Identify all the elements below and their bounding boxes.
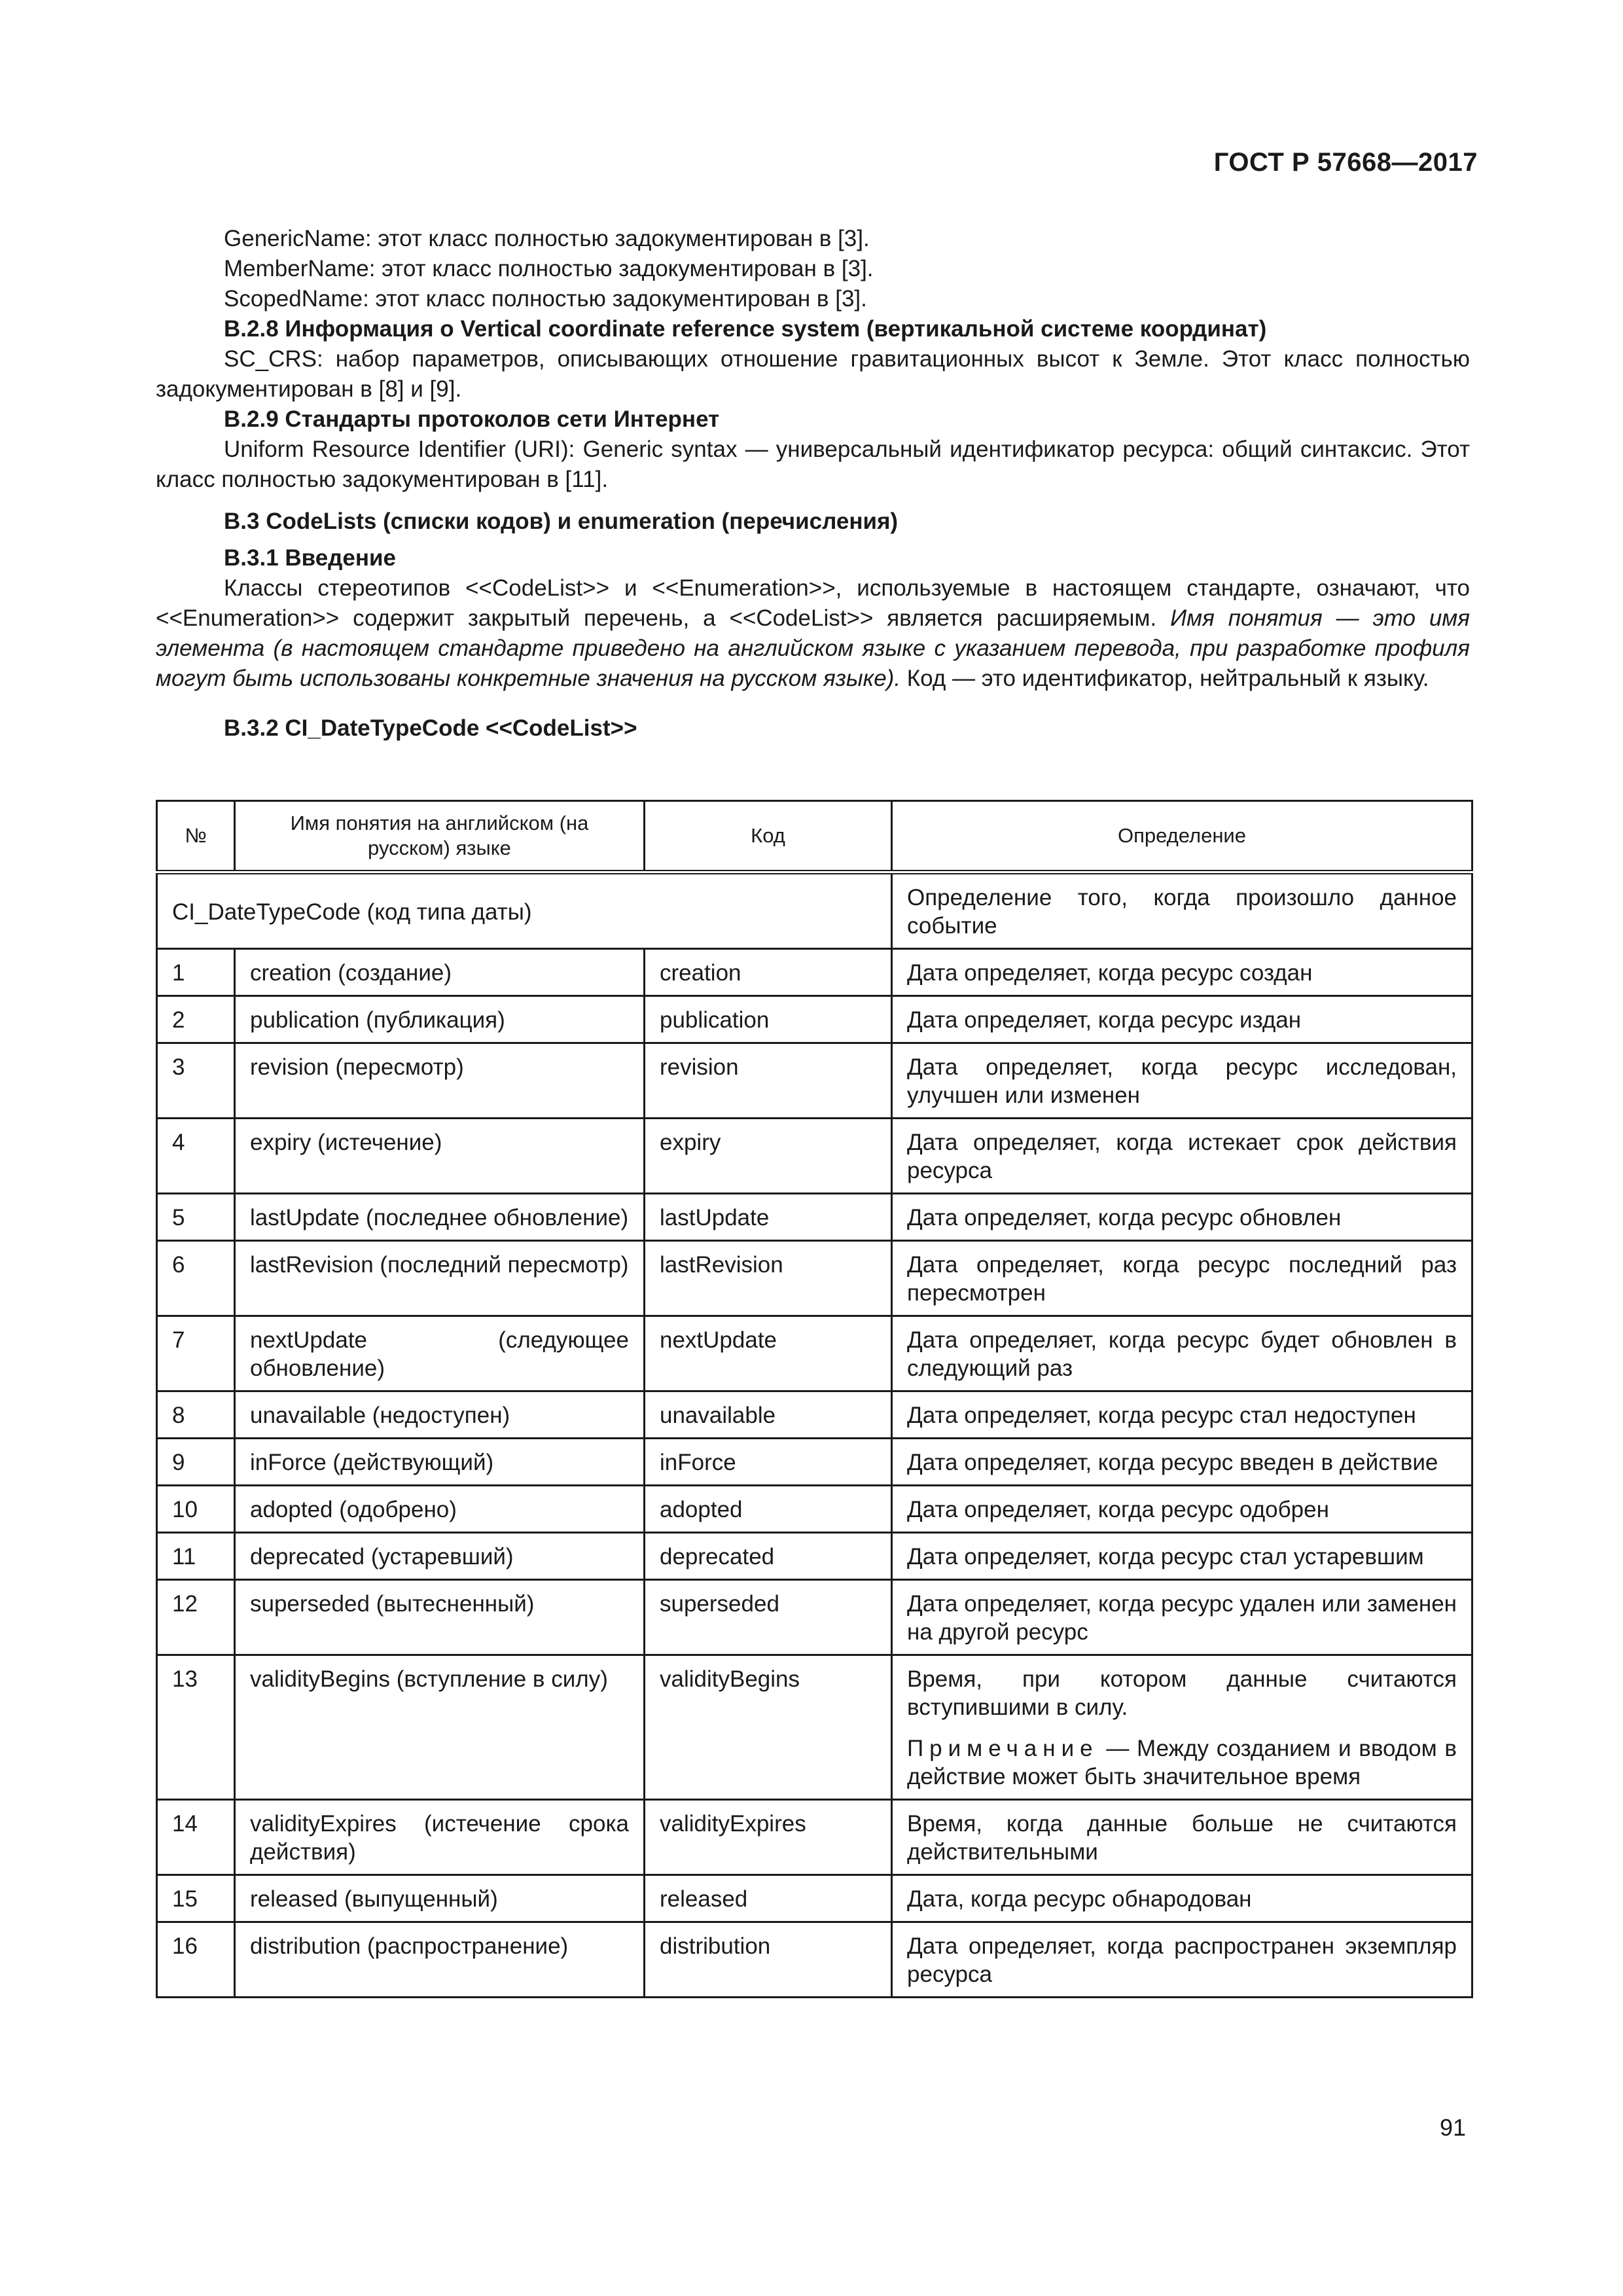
row-number-cell: 11 <box>157 1533 235 1580</box>
document-id-header: ГОСТ Р 57668—2017 <box>1213 148 1478 177</box>
table-row <box>157 1439 1472 1486</box>
row-code-cell: revision <box>645 1043 892 1119</box>
class-name-cell: CI_DateTypeCode (код типа даты) <box>157 872 892 949</box>
table-row <box>157 1875 1472 1922</box>
row-name-cell: released (выпущенный) <box>235 1875 645 1922</box>
table-row <box>157 1119 1472 1194</box>
row-number-cell: 1 <box>157 949 235 996</box>
table-row <box>157 1043 1472 1119</box>
row-number-cell: 14 <box>157 1800 235 1875</box>
row-code-cell: publication <box>645 996 892 1043</box>
text-line: MemberName: этот класс полностью задокументирован в [3]. <box>224 256 874 281</box>
table-row <box>157 1241 1472 1316</box>
row-definition-cell: Дата определяет, когда ресурс последний раз пересмотрен <box>892 1241 1472 1316</box>
table-row <box>157 1800 1472 1875</box>
row-number-cell: 9 <box>157 1439 235 1486</box>
row-definition-cell: Дата определяет, когда ресурс обновлен <box>892 1194 1472 1241</box>
header-name: Имя понятия на английском (на русском) языке <box>235 801 645 872</box>
table-row <box>157 1922 1472 1998</box>
row-name-cell: expiry (истечение) <box>235 1119 645 1194</box>
section-heading-b32: В.3.2 CI_DateTypeCode <<CodeList>> <box>224 715 637 741</box>
row-number-cell: 8 <box>157 1391 235 1439</box>
row-name-cell: adopted (одобрено) <box>235 1486 645 1533</box>
row-definition-cell: Дата определяет, когда ресурс издан <box>892 996 1472 1043</box>
row-number-cell: 5 <box>157 1194 235 1241</box>
table-header-row <box>157 801 1472 872</box>
table-row <box>157 949 1472 996</box>
row-name-cell: validityExpires (истечение срока действия) <box>235 1800 645 1875</box>
row-code-cell: nextUpdate <box>645 1316 892 1391</box>
section-heading-b31: В.3.1 Введение <box>224 545 396 571</box>
table-row <box>157 1580 1472 1655</box>
row-definition-cell: Дата, когда ресурс обнародован <box>892 1875 1472 1922</box>
row-number-cell: 13 <box>157 1655 235 1800</box>
row-number-cell: 12 <box>157 1580 235 1655</box>
row-number-cell: 10 <box>157 1486 235 1533</box>
row-code-cell: adopted <box>645 1486 892 1533</box>
row-name-cell: nextUpdate (следующее обновление) <box>235 1316 645 1391</box>
row-definition-cell: Дата определяет, когда ресурс удален или заменен на другой ресурс <box>892 1580 1472 1655</box>
note-text: — Между созданием и вводом в действие может быть значительное время <box>907 1736 1457 1789</box>
paragraph-b31-part-a: Классы стереотипов <<CodeList>> и <<Enumeration>>, используемые в настоящем стандарте, означают, что <<Enumeration>> содержит закрытый перечень, а <<CodeList>> является расширяемым. <box>156 575 1470 631</box>
row-code-cell: lastRevision <box>645 1241 892 1316</box>
section-heading-b28: В.2.8 Информация о Vertical coordinate reference system (вертикальной системе координат) <box>224 316 1267 342</box>
row-name-cell: creation (создание) <box>235 949 645 996</box>
paragraph-b31 <box>156 573 1470 694</box>
row-name-cell: deprecated (устаревший) <box>235 1533 645 1580</box>
row-definition-cell: Дата определяет, когда распространен экземпляр ресурса <box>892 1922 1472 1998</box>
row-number-cell: 2 <box>157 996 235 1043</box>
note-label: Примечание <box>907 1736 1099 1761</box>
row-number-cell: 15 <box>157 1875 235 1922</box>
row-number-cell: 4 <box>157 1119 235 1194</box>
row-code-cell: deprecated <box>645 1533 892 1580</box>
section-heading-b3: В.3 CodeLists (списки кодов) и enumeration (перечисления) <box>224 509 899 534</box>
row-definition-cell: Дата определяет, когда ресурс введен в действие <box>892 1439 1472 1486</box>
row-definition-cell: Время, когда данные больше не считаются действительными <box>892 1800 1472 1875</box>
row-name-cell: publication (публикация) <box>235 996 645 1043</box>
table-row <box>157 1194 1472 1241</box>
row-name-cell: lastRevision (последний пересмотр) <box>235 1241 645 1316</box>
row-code-cell: inForce <box>645 1439 892 1486</box>
table-row <box>157 1655 1472 1800</box>
table-row <box>157 1533 1472 1580</box>
row-code-cell: expiry <box>645 1119 892 1194</box>
header-code: Код <box>645 801 892 872</box>
row-note <box>907 1734 1457 1791</box>
row-definition-cell: Дата определяет, когда ресурс стал устаревшим <box>892 1533 1472 1580</box>
row-name-cell: lastUpdate (последнее обновление) <box>235 1194 645 1241</box>
text-line: ScopedName: этот класс полностью задокументирован в [3]. <box>224 286 867 312</box>
row-definition-cell: Дата определяет, когда ресурс создан <box>892 949 1472 996</box>
row-name-cell: revision (пересмотр) <box>235 1043 645 1119</box>
date-type-code-table <box>156 800 1473 1998</box>
class-row <box>157 872 1472 949</box>
row-definition-cell: Дата определяет, когда ресурс будет обновлен в следующий раз <box>892 1316 1472 1391</box>
row-name-cell: superseded (вытесненный) <box>235 1580 645 1655</box>
row-name-cell: validityBegins (вступление в силу) <box>235 1655 645 1800</box>
row-code-cell: distribution <box>645 1922 892 1998</box>
body-text <box>156 224 1470 744</box>
page-number: 91 <box>1439 2114 1466 2141</box>
table-row <box>157 996 1472 1043</box>
row-number-cell: 7 <box>157 1316 235 1391</box>
paragraph-b28: SC_CRS: набор параметров, описывающих отношение гравитационных высот к Земле. Этот класс полностью задокументирован в [8] и [9]. <box>156 346 1470 402</box>
row-name-cell: inForce (действующий) <box>235 1439 645 1486</box>
row-number-cell: 6 <box>157 1241 235 1316</box>
row-name-cell: distribution (распространение) <box>235 1922 645 1998</box>
row-definition-cell <box>892 1655 1472 1800</box>
row-code-cell: validityBegins <box>645 1655 892 1800</box>
section-heading-b29: В.2.9 Стандарты протоколов сети Интернет <box>224 406 720 432</box>
table-row <box>157 1391 1472 1439</box>
paragraph-b31-italic: Имя понятия — это имя элемента (в настоящем стандарте приведено на английском языке с указанием перевода, при разработке профиля могут быть использованы конкретные значения на русском языке). <box>156 605 1470 691</box>
row-number-cell: 3 <box>157 1043 235 1119</box>
row-code-cell: unavailable <box>645 1391 892 1439</box>
row-definition-text: Время, при котором данные считаются вступившими в силу. <box>907 1666 1457 1720</box>
table-row <box>157 1486 1472 1533</box>
row-code-cell: validityExpires <box>645 1800 892 1875</box>
row-code-cell: lastUpdate <box>645 1194 892 1241</box>
table-row <box>157 1316 1472 1391</box>
header-num: № <box>157 801 235 872</box>
header-definition: Определение <box>892 801 1472 872</box>
row-code-cell: superseded <box>645 1580 892 1655</box>
paragraph-b31-part-c: Код — это идентификатор, нейтральный к языку. <box>901 666 1429 691</box>
row-code-cell: released <box>645 1875 892 1922</box>
paragraph-b29: Uniform Resource Identifier (URI): Generic syntax — универсальный идентификатор ресурса: общий синтаксис. Этот класс полностью задокументирован в [11]. <box>156 437 1470 492</box>
row-definition-cell: Дата определяет, когда ресурс одобрен <box>892 1486 1472 1533</box>
row-definition-cell: Дата определяет, когда ресурс исследован, улучшен или изменен <box>892 1043 1472 1119</box>
row-definition-cell: Дата определяет, когда истекает срок действия ресурса <box>892 1119 1472 1194</box>
row-number-cell: 16 <box>157 1922 235 1998</box>
row-name-cell: unavailable (недоступен) <box>235 1391 645 1439</box>
class-definition-cell: Определение того, когда произошло данное событие <box>892 872 1472 949</box>
row-definition-cell: Дата определяет, когда ресурс стал недоступен <box>892 1391 1472 1439</box>
row-code-cell: creation <box>645 949 892 996</box>
text-line: GenericName: этот класс полностью задокументирован в [3]. <box>224 226 870 251</box>
